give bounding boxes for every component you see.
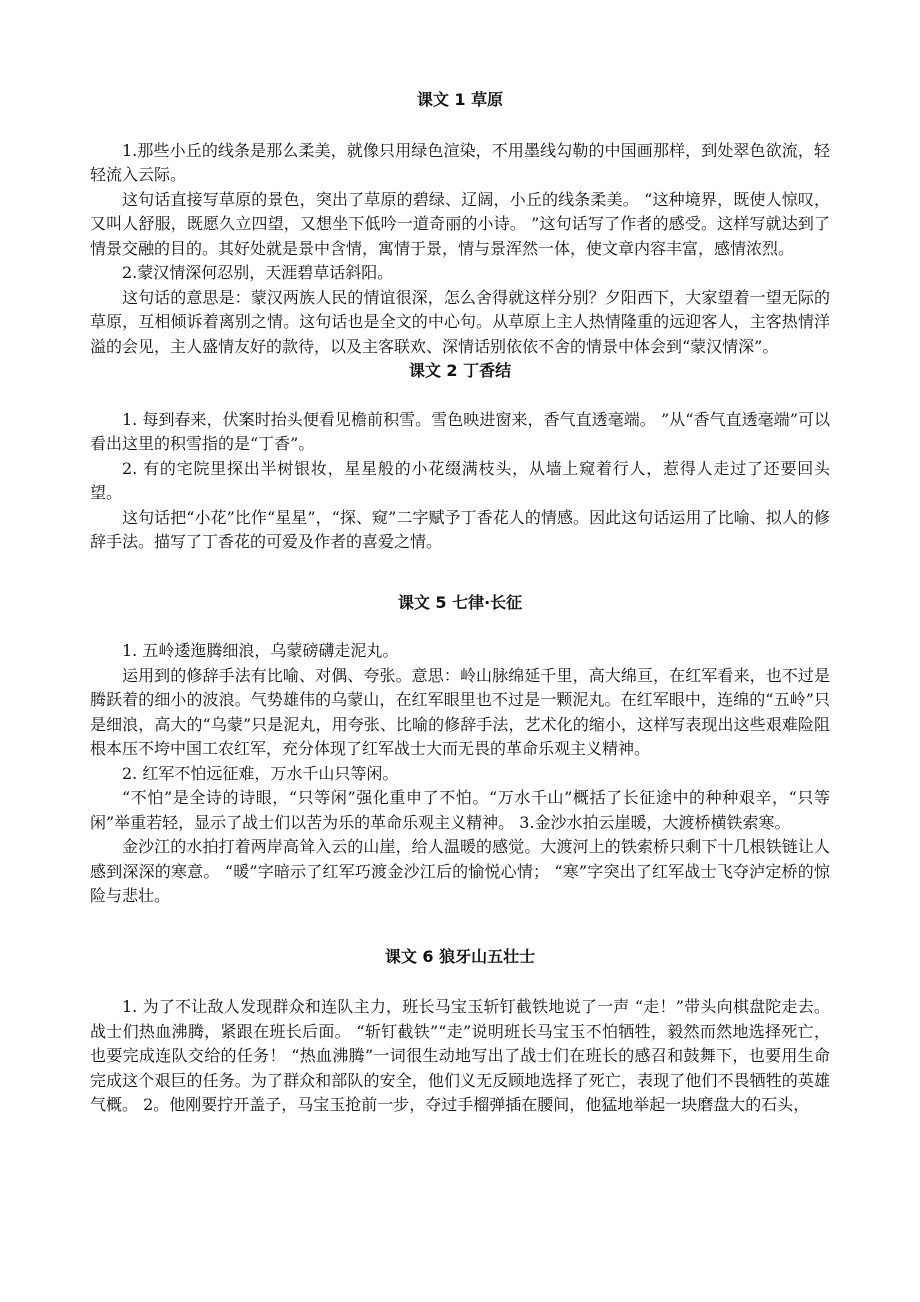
paragraph: 这句话把“小花”比作“星星”，“探、窥”二字赋予丁香花人的情感。因此这句话运用了比喻、拟人的修辞手法。描写了丁香花的可爱及作者的喜爱之情。 xyxy=(90,507,830,551)
paragraph: 2. 有的宅院里探出半树银妆，星星般的小花缀满枝头，从墙上窥着行人，惹得人走过了还要回头望。 xyxy=(90,458,830,502)
section-title-five-heroes: 课文 6 狼牙山五壮士 xyxy=(384,946,536,966)
paragraph: 运用到的修辞手法有比喻、对偶、夸张。意思：岭山脉绵延千里，高大绵亘，在红军看来，也不过是腾跃着的细小的波浪。气势雄伟的乌蒙山，在红军眼里也不过是一颗泥丸。在红军眼中，连绵的“五岭”只是细浪，高大的“乌蒙”只是泥丸，用夸张、比喻的修辞手法，艺术化的缩小，这样写表现出这些艰难险阻根本压不垮中国工农红军，充分体现了红军战士大而无畏的革命乐观主义精神。 xyxy=(90,665,830,758)
paragraph: 1. 为了不让敌人发现群众和连队主力，班长马宝玉斩钉截铁地说了一声 “走！”带头向棋盘陀走去。战士们热血沸腾，紧跟在班长后面。 “斩钉截铁”“走”说明班长马宝玉不怕牺牲，毅然而然地选择死亡，也要完成连队交给的任务！ “热血沸腾”一词很生动地写出了战士们在班长的感召和鼓舞下，也要用生命完成这个艰巨的任务。为了群众和部队的安全，他们义无反顾地选择了死亡，表现了他们不畏牺牲的英雄气概。 2。他刚要拧开盖子，马宝玉抢前一步，夺过手榴弹插在腰间，他猛地举起一块磨盘大的石头， xyxy=(90,997,830,1114)
section-title-grassland: 课文 1 草原 xyxy=(416,90,504,109)
paragraph: 这句话的意思是：蒙汉两族人民的情谊很深，怎么舍得就这样分别？夕阳西下，大家望着一望无际的草原，互相倾诉着离别之情。这句话也是全文的中心句。从草原上主人热情隆重的远迎客人，主客热情洋溢的会见，主人盛情友好的款待，以及主客联欢、深情话别依依不舍的情景中体会到“蒙汉情深”。 xyxy=(90,287,830,356)
paragraph: 1. 五岭逶迤腾细浪，乌蒙磅礴走泥丸。 xyxy=(122,641,399,660)
paragraph: 2. 红军不怕远征难，万水千山只等闲。 xyxy=(122,763,399,783)
section-title-lilac-knot: 课文 2 丁香结 xyxy=(408,361,512,380)
paragraph: 这句话直接写草原的景色，突出了草原的碧绿、辽阔，小丘的线条柔美。 “这种境界，既使人惊叹，又叫人舒服，既愿久立四望，又想坐下低吟一道奇丽的小诗。 ”这句话写了作者的感受。这样写就达到了情景交融的目的。其好处就是景中含情，寓情于景，情与景浑然一体，使文章内容丰富，感情浓烈。 xyxy=(90,189,830,258)
paragraph: “不怕”是全诗的诗眼，“只等闲”强化重申了不怕。“万水千山”概括了长征途中的种种艰辛，“只等闲”举重若轻，显示了战士们以苦为乐的革命乐观主义精神。 3.金沙水拍云崖暖，大渡桥横铁索寒。 xyxy=(90,788,830,832)
paragraph: 金沙江的水拍打着两岸高耸入云的山崖，给人温暖的感觉。大渡河上的铁索桥只剩下十几根铁链让人感到深深的寒意。 “暖”字暗示了红军巧渡金沙江后的愉悦心情； “寒”字突出了红军战士飞夺泸定桥的惊险与悲壮。 xyxy=(90,837,830,905)
paragraph: 1. 每到春来，伏案时抬头便看见檐前积雪。雪色映进窗来，香气直透毫端。 ”从“香气直透毫端”可以看出这里的积雪指的是“丁香”。 xyxy=(90,409,830,453)
section-title-long-march: 课文 5 七律·长征 xyxy=(397,592,523,612)
paragraph: 2.蒙汉情深何忍别，天涯碧草话斜阳。 xyxy=(122,263,394,282)
paragraph: 1.那些小丘的线条是那么柔美，就像只用绿色渲染，不用墨线勾勒的中国画那样，到处翠色欲流，轻轻流入云际。 xyxy=(90,140,830,184)
